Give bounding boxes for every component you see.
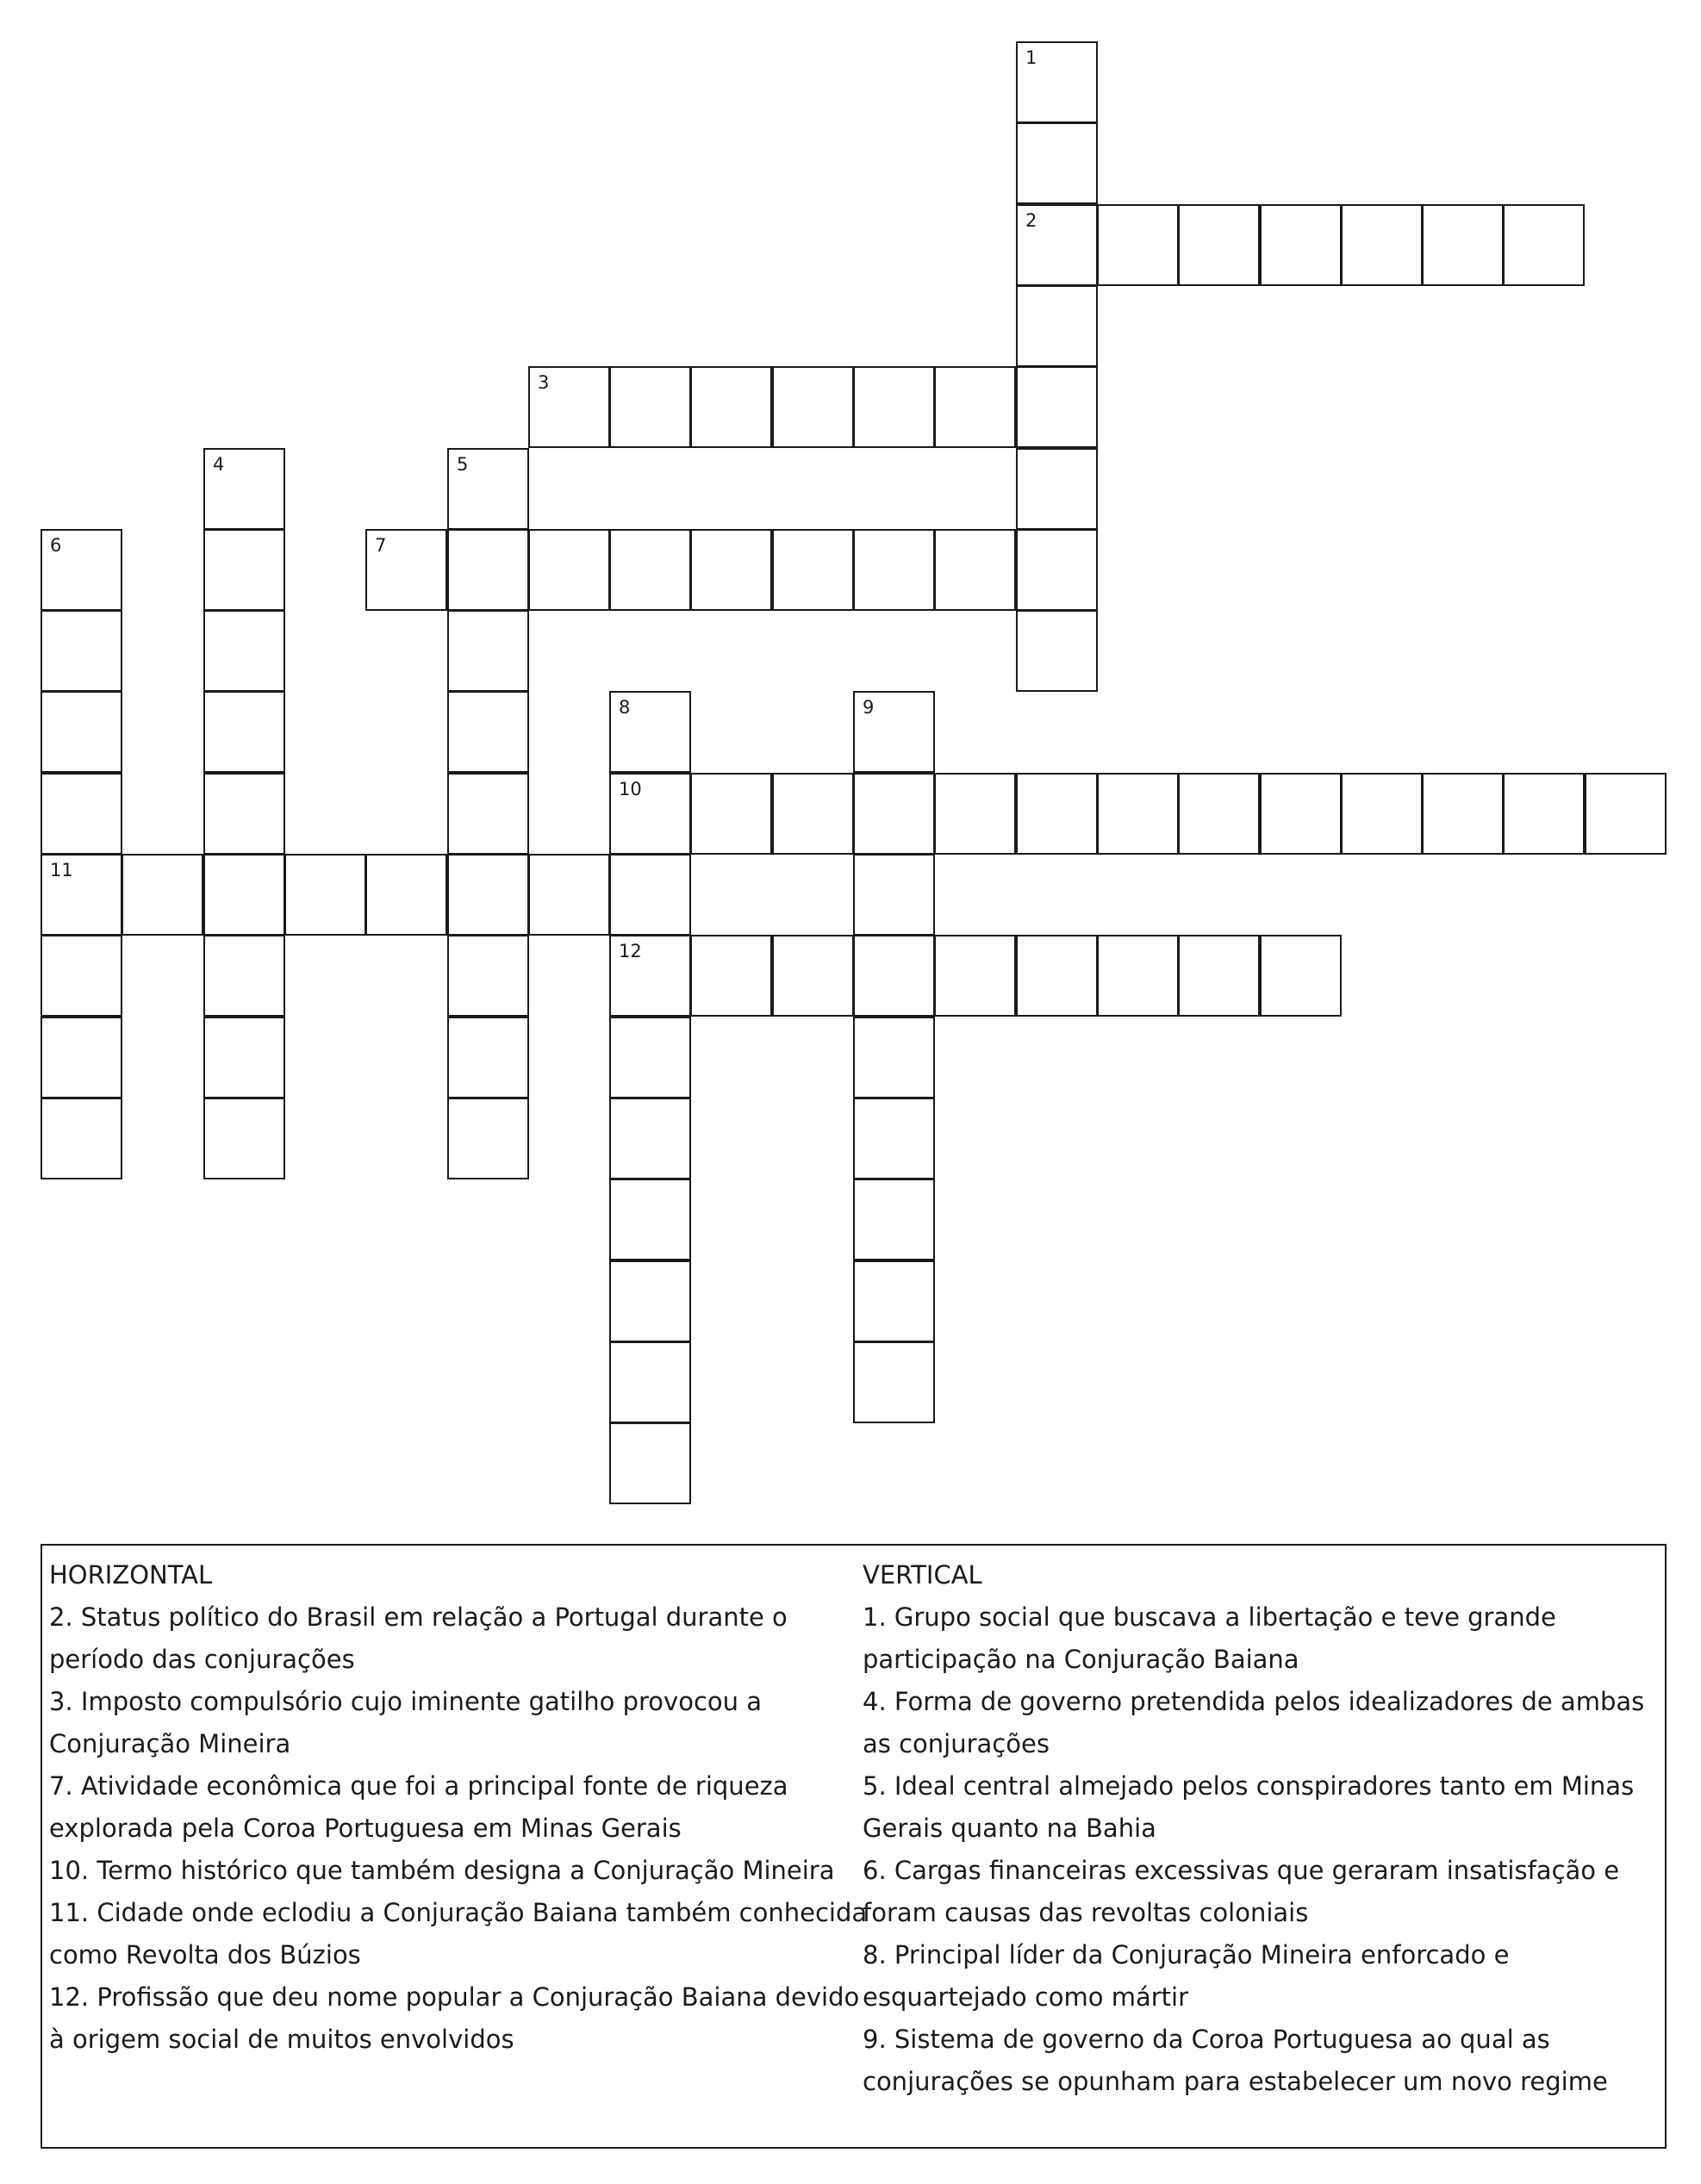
grid-cell[interactable] bbox=[40, 1017, 122, 1098]
clue-down-1: 1. Grupo social que buscava a libertação e teve grande participação na Conjuração Baiana bbox=[863, 1602, 1556, 1674]
clue-down-5: 5. Ideal central almejado pelos conspiradores tanto em Minas Gerais quanto na Bahia bbox=[863, 1771, 1635, 1843]
grid-cell[interactable] bbox=[1585, 773, 1667, 855]
grid-cell[interactable] bbox=[690, 529, 772, 611]
grid-cell[interactable] bbox=[284, 854, 366, 936]
grid-cell[interactable] bbox=[1422, 773, 1504, 855]
grid-cell[interactable] bbox=[1503, 773, 1585, 855]
grid-cell[interactable] bbox=[528, 366, 610, 448]
grid-cell[interactable] bbox=[609, 1422, 691, 1504]
horizontal-title: HORIZONTAL bbox=[49, 1560, 213, 1590]
grid-cell[interactable] bbox=[203, 1017, 285, 1098]
grid-cell[interactable] bbox=[609, 1179, 691, 1260]
grid-cell[interactable] bbox=[40, 773, 122, 855]
grid-cell[interactable] bbox=[772, 773, 854, 855]
clue-number: 12 bbox=[619, 941, 642, 961]
grid-cell[interactable] bbox=[853, 1098, 935, 1179]
grid-cell[interactable] bbox=[122, 854, 203, 936]
grid-cell[interactable] bbox=[203, 854, 285, 936]
grid-cell[interactable] bbox=[447, 1098, 529, 1179]
grid-cell[interactable] bbox=[1016, 773, 1098, 855]
grid-cell[interactable] bbox=[1341, 773, 1423, 855]
clue-number: 3 bbox=[538, 372, 550, 393]
grid-cell[interactable] bbox=[203, 529, 285, 611]
grid-cell[interactable] bbox=[40, 1098, 122, 1179]
grid-cell[interactable] bbox=[609, 854, 691, 936]
clue-number: 5 bbox=[457, 454, 469, 475]
clue-down-8: 8. Principal líder da Conjuração Mineira enforcado e esquartejado como mártir bbox=[863, 1940, 1510, 2012]
clue-number: 1 bbox=[1025, 47, 1037, 68]
grid-cell[interactable] bbox=[203, 773, 285, 855]
grid-cell[interactable] bbox=[609, 773, 691, 855]
grid-cell[interactable] bbox=[1016, 204, 1098, 286]
grid-cell[interactable] bbox=[609, 935, 691, 1017]
grid-cell[interactable] bbox=[528, 529, 610, 611]
grid-cell[interactable] bbox=[203, 691, 285, 773]
clue-number: 9 bbox=[863, 697, 875, 718]
grid-cell[interactable] bbox=[1422, 204, 1504, 286]
grid-cell[interactable] bbox=[609, 1341, 691, 1423]
vertical-title: VERTICAL bbox=[863, 1560, 982, 1590]
grid-cell[interactable] bbox=[853, 773, 935, 855]
grid-cell[interactable] bbox=[40, 691, 122, 773]
grid-cell[interactable] bbox=[1016, 529, 1098, 611]
grid-cell[interactable] bbox=[1178, 935, 1260, 1017]
clue-down-4: 4. Forma de governo pretendida pelos idealizadores de ambas as conjurações bbox=[863, 1687, 1645, 1758]
clue-across-2: 2. Status político do Brasil em relação a Portugal durante o período das conjurações bbox=[49, 1602, 788, 1674]
grid-cell[interactable] bbox=[853, 529, 935, 611]
clue-number: 11 bbox=[50, 860, 73, 880]
grid-cell[interactable] bbox=[609, 366, 691, 448]
clue-number: 6 bbox=[50, 535, 62, 556]
grid-cell[interactable] bbox=[447, 448, 529, 530]
clue-number: 7 bbox=[375, 535, 387, 556]
grid-cell[interactable] bbox=[447, 935, 529, 1017]
grid-cell[interactable] bbox=[853, 1017, 935, 1098]
grid-cell[interactable] bbox=[1260, 935, 1342, 1017]
grid-cell[interactable] bbox=[203, 610, 285, 692]
grid-cell[interactable] bbox=[690, 773, 772, 855]
grid-cell[interactable] bbox=[609, 529, 691, 611]
grid-cell[interactable] bbox=[203, 1098, 285, 1179]
grid-cell[interactable] bbox=[447, 854, 529, 936]
grid-cell[interactable] bbox=[934, 366, 1016, 448]
grid-cell[interactable] bbox=[853, 1341, 935, 1423]
grid-cell[interactable] bbox=[690, 935, 772, 1017]
clue-across-7: 7. Atividade econômica que foi a principal fonte de riqueza explorada pela Coroa Portuguesa em Minas Gerais bbox=[49, 1771, 788, 1843]
grid-cell[interactable] bbox=[1016, 366, 1098, 448]
clue-across-12: 12. Profissão que deu nome popular a Conjuração Baiana devido à origem social de muitos envolvidos bbox=[49, 1982, 860, 2054]
grid-cell[interactable] bbox=[1097, 204, 1179, 286]
clue-across-11: 11. Cidade onde eclodiu a Conjuração Baiana também conhecida como Revolta dos Búzios bbox=[49, 1898, 868, 1969]
clue-across-10: 10. Termo histórico que também designa a Conjuração Mineira bbox=[49, 1856, 835, 1885]
grid-cell[interactable] bbox=[365, 854, 447, 936]
clue-down-9: 9. Sistema de governo da Coroa Portuguesa ao qual as conjurações se opunham para estabelecer um novo regime bbox=[863, 2025, 1608, 2096]
grid-cell[interactable] bbox=[609, 1017, 691, 1098]
grid-cell[interactable] bbox=[690, 366, 772, 448]
clue-number: 8 bbox=[619, 697, 631, 718]
clue-down-6: 6. Cargas financeiras excessivas que geraram insatisfação e foram causas das revoltas coloniais bbox=[863, 1856, 1620, 1927]
grid-cell[interactable] bbox=[1016, 448, 1098, 530]
grid-cell[interactable] bbox=[1016, 610, 1098, 692]
grid-cell[interactable] bbox=[1178, 773, 1260, 855]
grid-cell[interactable] bbox=[1016, 935, 1098, 1017]
grid-cell[interactable] bbox=[772, 366, 854, 448]
grid-cell[interactable] bbox=[528, 854, 610, 936]
grid-cell[interactable] bbox=[853, 691, 935, 773]
grid-cell[interactable] bbox=[447, 610, 529, 692]
clue-across-3: 3. Imposto compulsório cujo iminente gatilho provocou a Conjuração Mineira bbox=[49, 1687, 762, 1758]
grid-cell[interactable] bbox=[853, 935, 935, 1017]
clues-panel bbox=[40, 1544, 1667, 2149]
grid-cell[interactable] bbox=[853, 1179, 935, 1260]
grid-cell[interactable] bbox=[934, 773, 1016, 855]
grid-cell[interactable] bbox=[609, 691, 691, 773]
vertical-clues bbox=[863, 1554, 1660, 2103]
grid-cell[interactable] bbox=[447, 773, 529, 855]
grid-cell[interactable] bbox=[447, 529, 529, 611]
grid-cell[interactable] bbox=[40, 610, 122, 692]
grid-cell[interactable] bbox=[40, 529, 122, 611]
clue-number: 10 bbox=[619, 779, 642, 800]
grid-cell[interactable] bbox=[934, 529, 1016, 611]
grid-cell[interactable] bbox=[772, 529, 854, 611]
grid-cell[interactable] bbox=[40, 854, 122, 936]
grid-cell[interactable] bbox=[609, 1260, 691, 1342]
grid-cell[interactable] bbox=[1503, 204, 1585, 286]
grid-cell[interactable] bbox=[1260, 773, 1342, 855]
grid-cell[interactable] bbox=[1016, 122, 1098, 204]
grid-cell[interactable] bbox=[772, 935, 854, 1017]
grid-cell[interactable] bbox=[1178, 204, 1260, 286]
grid-cell[interactable] bbox=[365, 529, 447, 611]
clue-number: 2 bbox=[1025, 210, 1037, 231]
grid-cell[interactable] bbox=[1097, 935, 1179, 1017]
grid-cell[interactable] bbox=[609, 1098, 691, 1179]
grid-cell[interactable] bbox=[1341, 204, 1423, 286]
grid-cell[interactable] bbox=[447, 691, 529, 773]
grid-cell[interactable] bbox=[203, 935, 285, 1017]
grid-cell[interactable] bbox=[1260, 204, 1342, 286]
grid-cell[interactable] bbox=[1097, 773, 1179, 855]
horizontal-clues bbox=[49, 1554, 868, 2061]
grid-cell[interactable] bbox=[40, 935, 122, 1017]
grid-cell[interactable] bbox=[853, 1260, 935, 1342]
grid-cell[interactable] bbox=[1016, 285, 1098, 367]
grid-cell[interactable] bbox=[203, 448, 285, 530]
grid-cell[interactable] bbox=[447, 1017, 529, 1098]
grid-cell[interactable] bbox=[853, 854, 935, 936]
grid-cell[interactable] bbox=[934, 935, 1016, 1017]
clue-number: 4 bbox=[213, 454, 225, 475]
grid-cell[interactable] bbox=[1016, 41, 1098, 123]
grid-cell[interactable] bbox=[853, 366, 935, 448]
